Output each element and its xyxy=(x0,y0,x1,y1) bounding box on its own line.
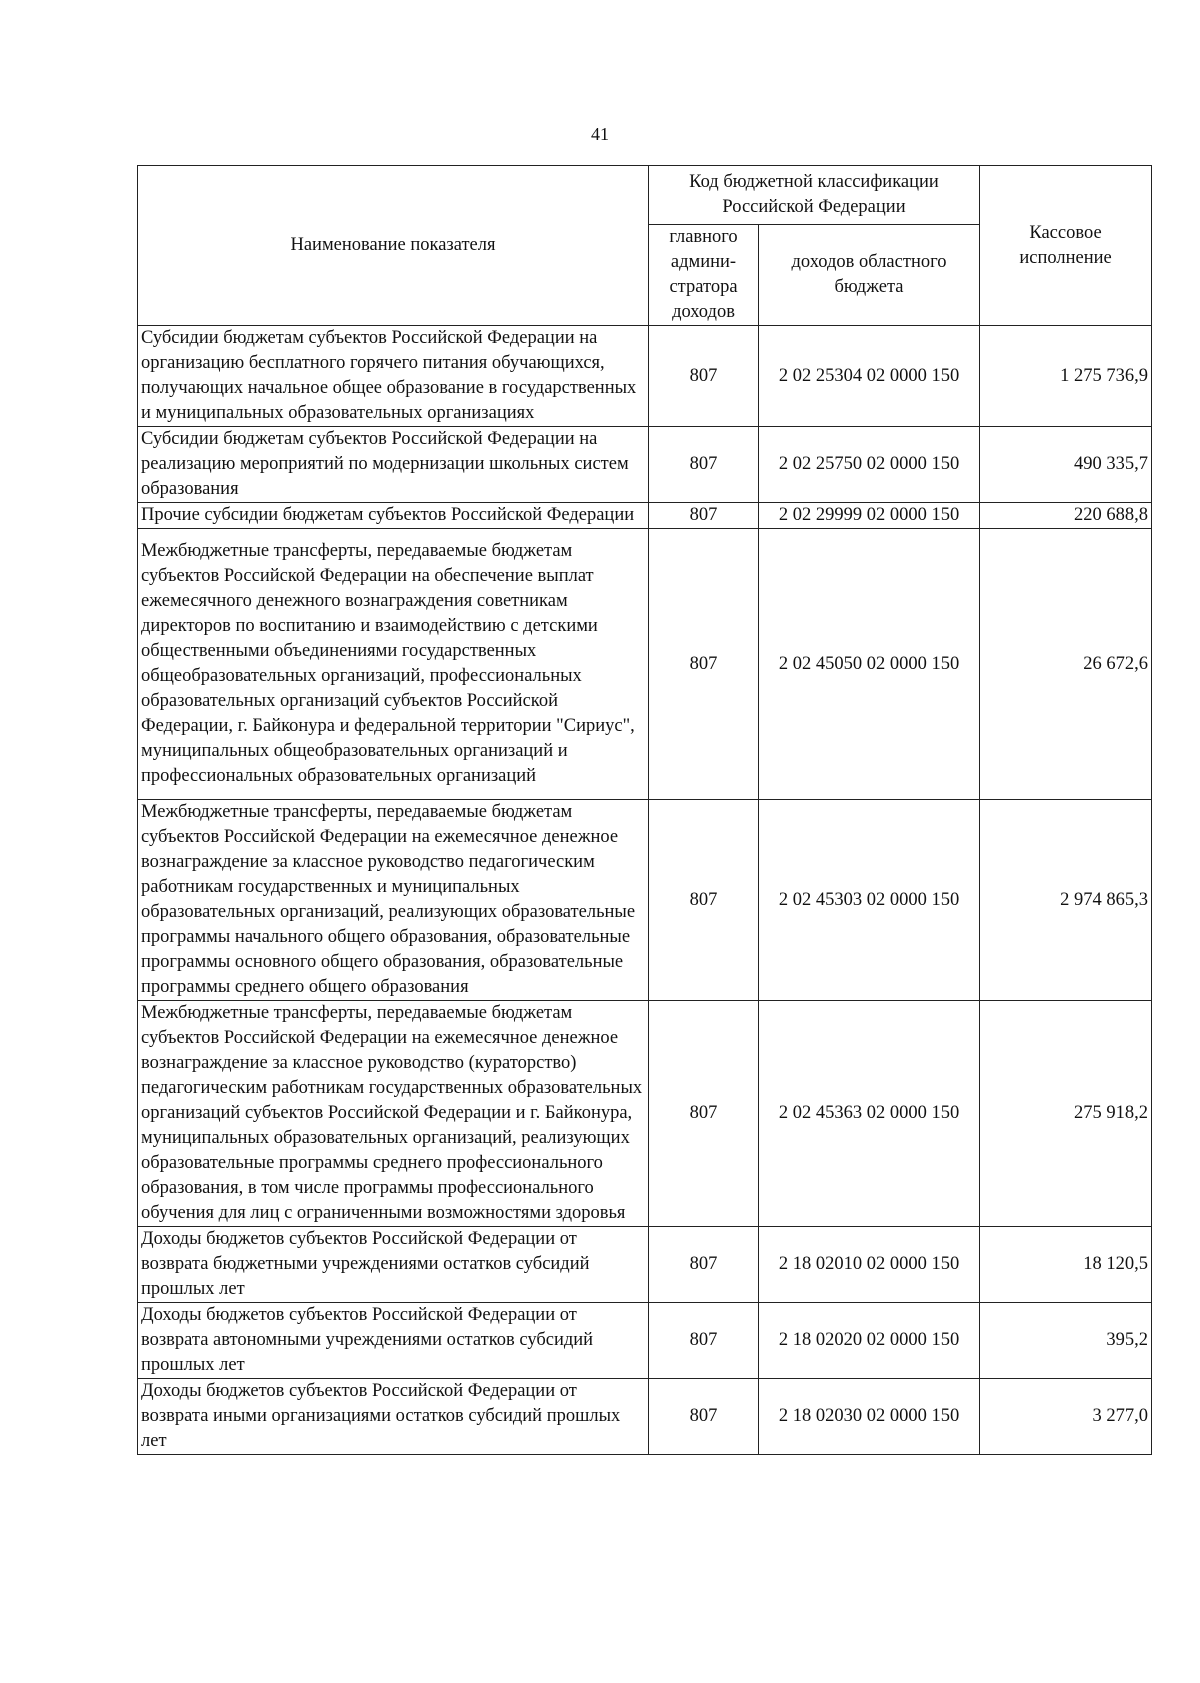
row-amount: 18 120,5 xyxy=(980,1227,1152,1303)
row-admin: 807 xyxy=(649,800,759,1001)
row-admin: 807 xyxy=(649,326,759,427)
table-row xyxy=(138,427,1152,503)
row-code: 2 02 45303 02 0000 150 xyxy=(759,800,980,1001)
row-amount: 220 688,8 xyxy=(980,503,1152,529)
row-code: 2 18 02030 02 0000 150 xyxy=(759,1379,980,1455)
row-amount: 395,2 xyxy=(980,1303,1152,1379)
row-admin: 807 xyxy=(649,427,759,503)
budget-table xyxy=(137,165,1152,1455)
column-header-classification: Код бюджетной классификации Российской Федерации xyxy=(649,166,980,225)
row-admin: 807 xyxy=(649,1303,759,1379)
row-code: 2 02 45363 02 0000 150 xyxy=(759,1001,980,1227)
row-code: 2 18 02010 02 0000 150 xyxy=(759,1227,980,1303)
row-name: Доходы бюджетов субъектов Российской Федерации от возврата автономными учреждениями остатков субсидий прошлых лет xyxy=(138,1303,649,1379)
row-name: Субсидии бюджетам субъектов Российской Федерации на организацию бесплатного горячего питания обучающихся, получающих начальное общее образование в государственных и муниципальных образовательных организациях xyxy=(138,326,649,427)
row-name: Межбюджетные трансферты, передаваемые бюджетам субъектов Российской Федерации на обеспечение выплат ежемесячного денежного вознаграждения советникам директоров по воспитанию и взаимодействию с детскими общественными объединениями государственных общеобразовательных организаций, профессиональных образовательных организаций субъектов Российской Федерации, г. Байконура и федеральной территории "Сириус", муниципальных общеобразовательных организаций и профессиональных образовательных организаций xyxy=(138,529,649,800)
column-header-execution: Кассовое исполнение xyxy=(980,166,1152,326)
table-row xyxy=(138,1001,1152,1227)
row-admin: 807 xyxy=(649,529,759,800)
row-amount: 490 335,7 xyxy=(980,427,1152,503)
row-name: Доходы бюджетов субъектов Российской Федерации от возврата бюджетными учреждениями остатков субсидий прошлых лет xyxy=(138,1227,649,1303)
row-admin: 807 xyxy=(649,1227,759,1303)
row-amount: 1 275 736,9 xyxy=(980,326,1152,427)
page-number: 41 xyxy=(591,124,609,144)
column-header-income-code: доходов областного бюджета xyxy=(759,225,980,326)
column-header-name: Наименование показателя xyxy=(138,166,649,326)
row-amount: 3 277,0 xyxy=(980,1379,1152,1455)
row-name: Субсидии бюджетам субъектов Российской Федерации на реализацию мероприятий по модернизации школьных систем образования xyxy=(138,427,649,503)
row-name: Прочие субсидии бюджетам субъектов Российской Федерации xyxy=(138,503,649,529)
row-code: 2 02 29999 02 0000 150 xyxy=(759,503,980,529)
row-admin: 807 xyxy=(649,1001,759,1227)
column-header-admin: главного админи- стратора доходов xyxy=(649,225,759,326)
row-code: 2 02 25304 02 0000 150 xyxy=(759,326,980,427)
row-name: Межбюджетные трансферты, передаваемые бюджетам субъектов Российской Федерации на ежемесячное денежное вознаграждение за классное руководство (кураторство) педагогическим работникам государственных образовательных организаций субъектов Российской Федерации и г. Байконура, муниципальных образовательных организаций, реализующих образовательные программы среднего профессионального образования, в том числе программы профессионального обучения для лиц с ограниченными возможностями здоровья xyxy=(138,1001,649,1227)
row-code: 2 02 25750 02 0000 150 xyxy=(759,427,980,503)
table-row xyxy=(138,529,1152,800)
table-row xyxy=(138,326,1152,427)
row-admin: 807 xyxy=(649,1379,759,1455)
table-row xyxy=(138,503,1152,529)
row-amount: 275 918,2 xyxy=(980,1001,1152,1227)
row-code: 2 02 45050 02 0000 150 xyxy=(759,529,980,800)
row-amount: 26 672,6 xyxy=(980,529,1152,800)
table-row xyxy=(138,800,1152,1001)
row-code: 2 18 02020 02 0000 150 xyxy=(759,1303,980,1379)
row-admin: 807 xyxy=(649,503,759,529)
table-row xyxy=(138,1379,1152,1455)
row-name: Доходы бюджетов субъектов Российской Федерации от возврата иными организациями остатков субсидий прошлых лет xyxy=(138,1379,649,1455)
row-amount: 2 974 865,3 xyxy=(980,800,1152,1001)
table-row xyxy=(138,1303,1152,1379)
table-row xyxy=(138,1227,1152,1303)
row-name: Межбюджетные трансферты, передаваемые бюджетам субъектов Российской Федерации на ежемесячное денежное вознаграждение за классное руководство педагогическим работникам государственных и муниципальных образовательных организаций, реализующих образовательные программы начального общего образования, образовательные программы основного общего образования, образовательные программы среднего общего образования xyxy=(138,800,649,1001)
